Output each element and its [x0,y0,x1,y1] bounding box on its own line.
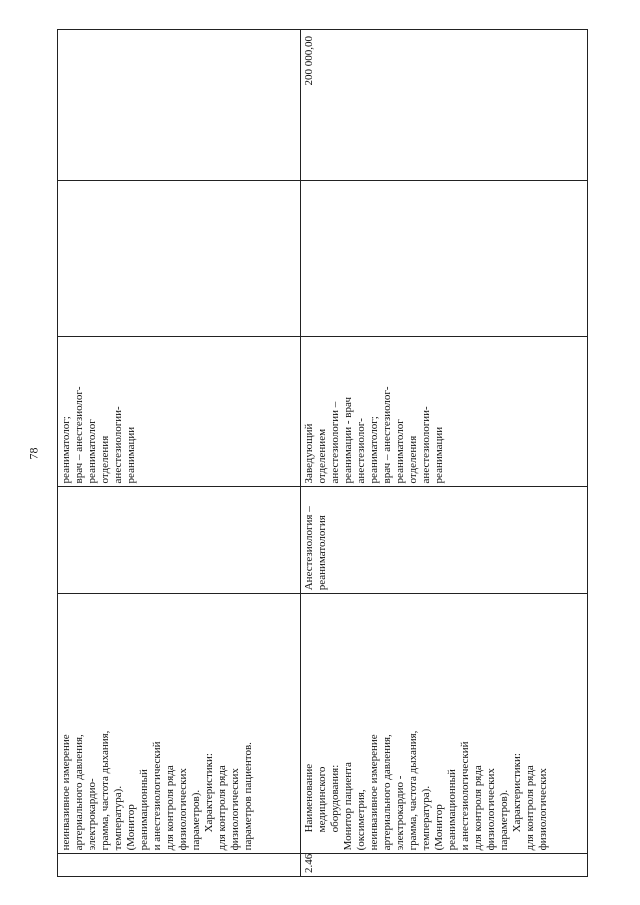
text-line: Наименование [303,763,315,833]
text-line: для контроля ряда [164,765,176,851]
text-line: параметров). [190,789,202,851]
text-line: грамма, частота дыхания, [407,730,419,851]
profile-cell [58,487,301,594]
table-row [58,30,301,877]
profile-cell [301,487,588,594]
specialists-text: реаниматолог; врач – анестезиолог- реаниматолог отделения анестезиологии- реанимации [60,386,137,484]
text-line: грамма, частота дыхания, [99,730,111,851]
text-line: физиологических [177,768,189,851]
text-line: (Монитор [433,804,445,851]
text-line: электрокардио- [86,778,98,851]
equipment-table [57,29,588,877]
text-line: температура). [420,785,432,851]
text-line: артериального давления, [381,734,393,851]
extra-cell [301,180,588,336]
text-line: неинвазивное измерение [60,734,72,851]
text-line: медицинского [316,766,328,833]
text-line: физиологических [485,768,497,851]
text-line: параметров). [498,789,510,851]
text-line: (Монитор [125,804,137,851]
text-line: физиологических [229,768,241,851]
profile-text: Анестезиология – реаниматология [303,506,328,591]
specialists-text: Заведующий отделением анестезиологии – реанимации - врач анестезиолог- реаниматолог; врач – анестезиолог- реаниматолог отделения анестезиологии- реанимации [303,386,445,484]
text-line: параметров пациентов. [242,742,254,851]
text-line: физиологических [537,768,549,851]
text-line: артериального давления, [73,734,85,851]
text-line: реанимационный [138,769,150,851]
text-line: Монитор пациента [342,762,354,851]
text-line: (оксиметрия, [355,789,367,851]
text-line: для контроля ряда [216,765,228,851]
text-line: Характеристики: [203,753,215,833]
text-line: для контроля ряда [472,765,484,851]
text-line: для контроля ряда [524,765,536,851]
text-line: температура). [112,785,124,851]
text-line: реанимационный [446,769,458,851]
page-number: 78 [26,447,41,460]
text-line: электрокардио - [394,775,406,851]
text-line: и анестезиологический [151,741,163,851]
text-line: неинвазивное измерение [368,734,380,851]
specialists-cell [301,336,588,487]
specialists-cell [58,336,301,487]
text-line: и анестезиологический [459,741,471,851]
price-cell: 200 000,00 [301,30,588,181]
table-row [301,30,588,877]
price-cell [58,30,301,181]
equipment-description-cell [58,594,301,854]
text-line: оборудования: [329,764,341,833]
row-number-cell: 2.46 [301,854,588,877]
rotated-table-container [57,29,588,877]
equipment-description-cell [301,594,588,854]
text-line: Характеристики: [511,753,523,833]
row-number-cell [58,854,301,877]
extra-cell [58,180,301,336]
